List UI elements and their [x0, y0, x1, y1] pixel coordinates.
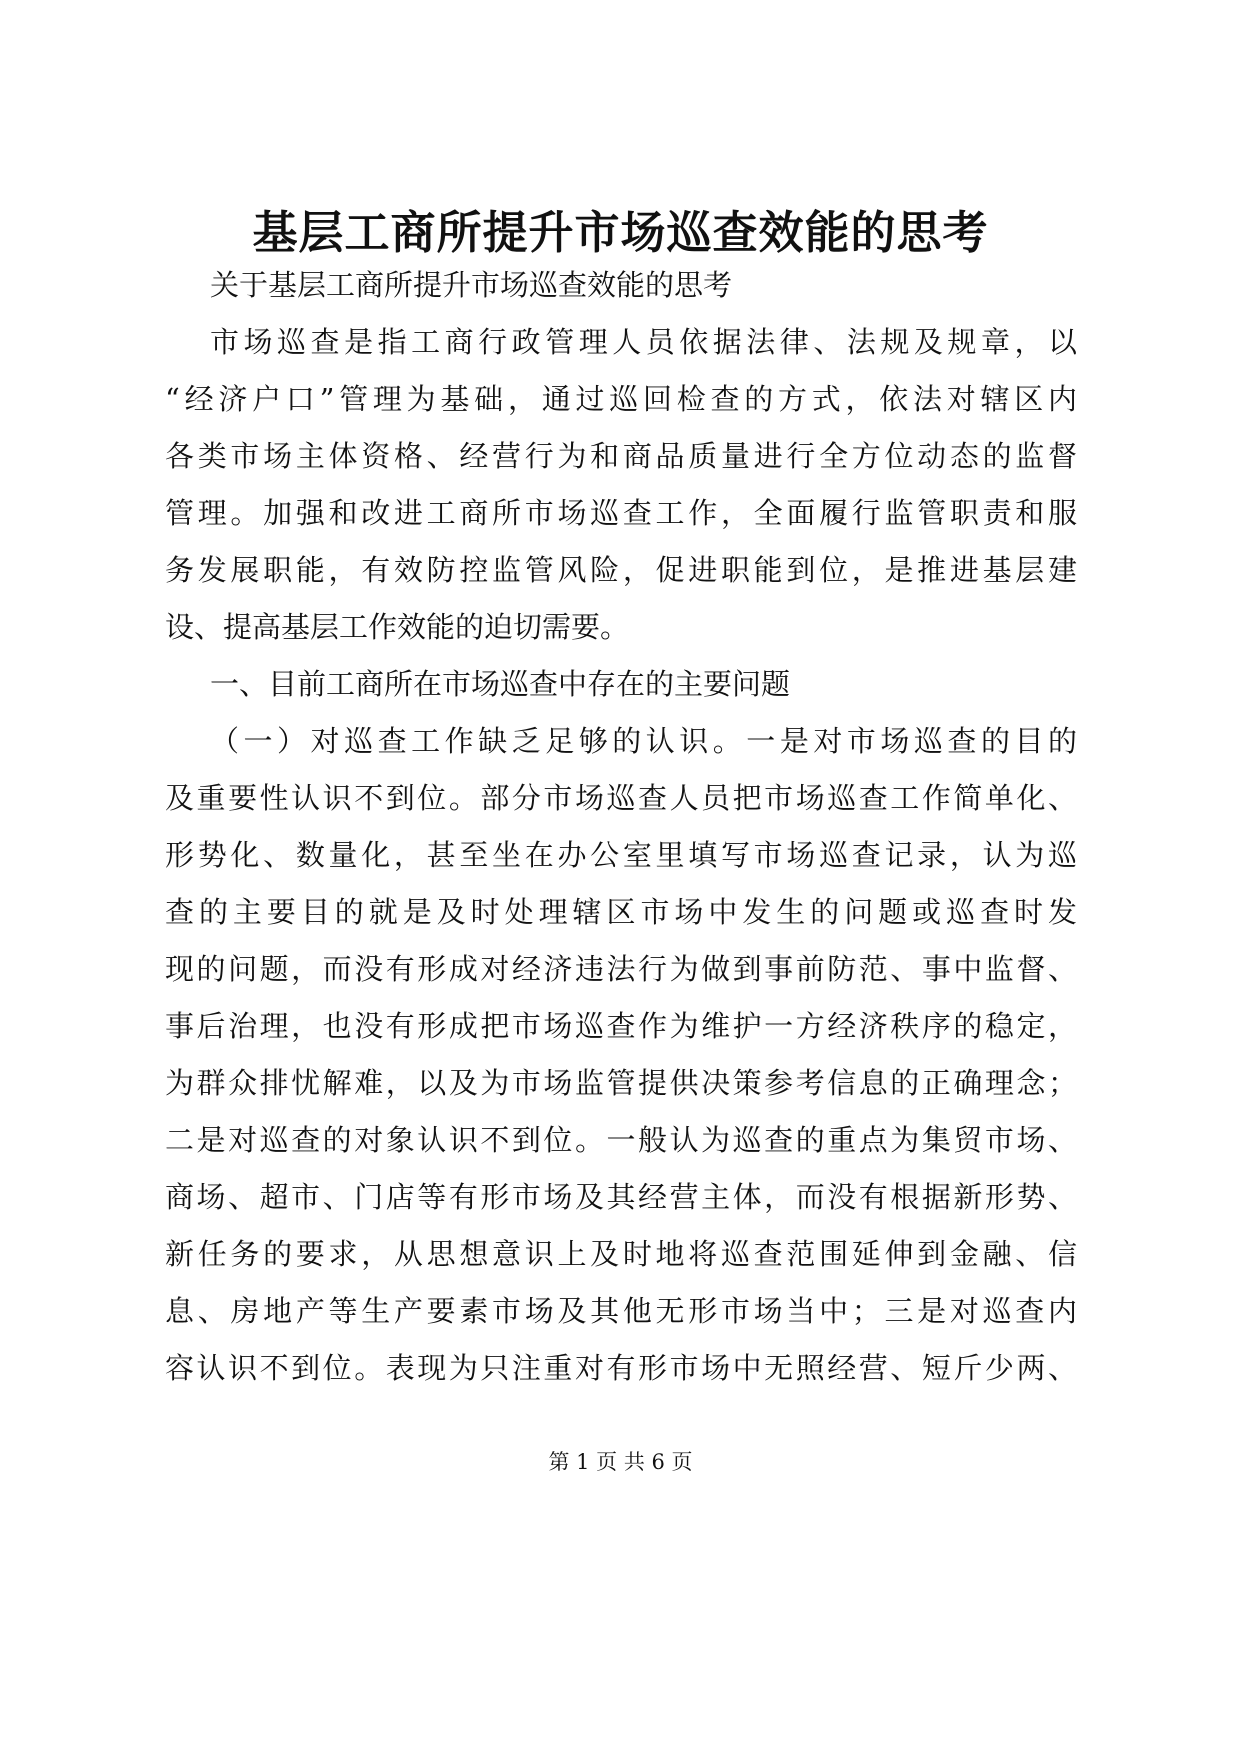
text-line: （一）对巡查工作缺乏足够的认识。一是对市场巡查的目的	[210, 724, 1077, 758]
text-line: 一、目前工商所在市场巡查中存在的主要问题	[210, 667, 791, 701]
text-line: 二是对巡查的对象认识不到位。一般认为巡查的重点为集贸市场、	[165, 1123, 1077, 1157]
page-footer: 第 1 页 共 6 页	[548, 1450, 693, 1474]
paragraph	[165, 314, 1077, 656]
text-line: 息、房地产等生产要素市场及其他无形市场当中；三是对巡查内	[165, 1294, 1077, 1328]
text-line: 事后治理，也没有形成把市场巡查作为维护一方经济秩序的稳定，	[165, 1009, 1077, 1043]
text-line: 管理。加强和改进工商所市场巡查工作，全面履行监管职责和服	[165, 496, 1077, 530]
text-line: 查的主要目的就是及时处理辖区市场中发生的问题或巡查时发	[165, 895, 1077, 929]
text-line: 容认识不到位。表现为只注重对有形市场中无照经营、短斤少两、	[165, 1351, 1077, 1385]
text-line: 市场巡查是指工商行政管理人员依据法律、法规及规章，以	[210, 325, 1077, 359]
text-line: 各类市场主体资格、经营行为和商品质量进行全方位动态的监督	[165, 439, 1077, 473]
paragraph	[165, 713, 1077, 1397]
text-line: 及重要性认识不到位。部分市场巡查人员把市场巡查工作简单化、	[165, 781, 1077, 815]
document-title: 基层工商所提升市场巡查效能的思考	[252, 206, 989, 259]
paragraph	[165, 656, 1077, 713]
text-line: 设、提高基层工作效能的迫切需要。	[165, 610, 630, 644]
document-body	[165, 257, 1077, 1397]
text-line: 新任务的要求，从思想意识上及时地将巡查范围延伸到金融、信	[165, 1237, 1077, 1271]
text-line: 为群众排忧解难，以及为市场监管提供决策参考信息的正确理念；	[165, 1066, 1077, 1100]
text-line: 务发展职能，有效防控监管风险，促进职能到位，是推进基层建	[165, 553, 1077, 587]
paragraph	[165, 257, 1077, 314]
text-line: 关于基层工商所提升市场巡查效能的思考	[210, 268, 733, 302]
text-line: 商场、超市、门店等有形市场及其经营主体，而没有根据新形势、	[165, 1180, 1077, 1214]
text-line: “经济户口”管理为基础，通过巡回检查的方式，依法对辖区内	[165, 382, 1077, 416]
text-line: 形势化、数量化，甚至坐在办公室里填写市场巡查记录，认为巡	[165, 838, 1077, 872]
text-line: 现的问题，而没有形成对经济违法行为做到事前防范、事中监督、	[165, 952, 1077, 986]
